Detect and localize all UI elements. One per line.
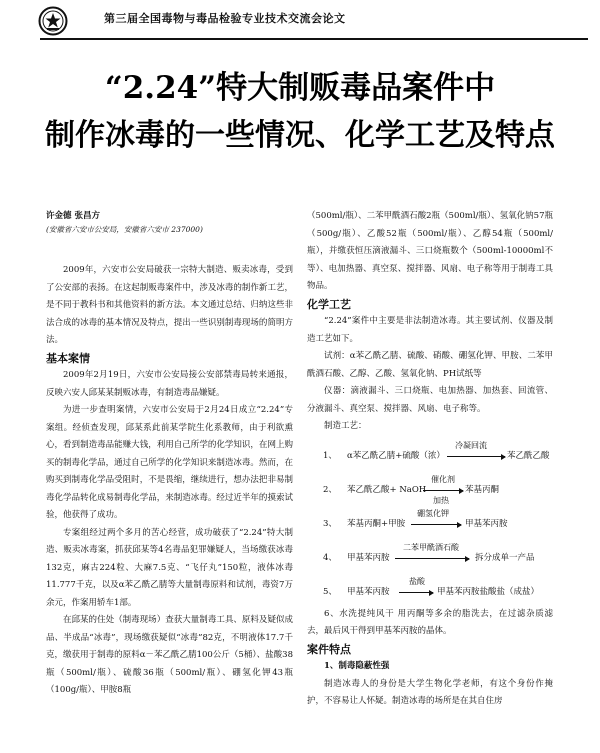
reaction-product: 拆分成单一产品 bbox=[475, 552, 535, 563]
reaction-arrow bbox=[399, 592, 433, 593]
reaction-arrow bbox=[411, 524, 461, 525]
reaction-reactants: 甲基苯丙胺 bbox=[347, 552, 390, 563]
reaction-condition: 硼氢化钾 bbox=[417, 508, 449, 518]
section-heading-case: 基本案情 bbox=[46, 351, 90, 365]
reaction-condition-below: 加热 bbox=[433, 495, 449, 505]
right-column bbox=[307, 208, 553, 711]
reaction-number: 2、 bbox=[323, 484, 337, 495]
paragraph: 制造冰毒人的身份是大学生物化学老师，有这个身份作掩护，不容易让人怀疑。制造冰毒的场所是在其自住房 bbox=[307, 678, 553, 706]
reaction-equation bbox=[307, 436, 553, 470]
reaction-condition: 盐酸 bbox=[409, 576, 425, 586]
reaction-arrow bbox=[395, 558, 469, 559]
reaction-equation bbox=[307, 470, 553, 504]
process-label: 制造工艺： bbox=[324, 421, 367, 431]
reaction-number: 1、 bbox=[323, 450, 337, 461]
instruments-paragraph: 仪器：滴液漏斗、三口烧瓶、电加热器、加热套、回流管、分液漏斗、真空泵、搅拌器、风扇、电子称等。 bbox=[307, 386, 553, 414]
paragraph: “2.24”案件中主要是非法制造冰毒。其主要试剂、仪器及制造工艺如下。 bbox=[307, 316, 553, 344]
reaction-product: 苯基丙酮 bbox=[465, 484, 500, 495]
subsection-heading: 1、制毒隐蔽性强 bbox=[324, 661, 390, 671]
author-block bbox=[46, 210, 203, 236]
paragraph: 2009年2月19日，六安市公安局接公安部禁毒局转来通报，反映六安人邱某某制贩冰毒，有制造毒品嫌疑。 bbox=[46, 370, 293, 398]
reaction-equation bbox=[307, 504, 553, 538]
section-heading-features: 案件特点 bbox=[307, 642, 351, 656]
author-names: 许金德 张昌方 bbox=[46, 211, 100, 221]
reaction-reactants: 甲基苯丙胺 bbox=[347, 586, 390, 597]
reaction-reactants: 苯基丙酮+甲胺 bbox=[347, 518, 406, 529]
paragraph: 为进一步查明案情，六安市公安局于2月24日成立“2.24”专案组。经侦查发现，邱某系此前某学院生化系教师，由于利欲熏心，看到制造毒品能赚大钱，利用自己所学的化学知识，在网上购买的制毒化学品，通过自己所学的化学知识来制造冰毒。然而，在购买到制毒化学品受阻时，不是畏缩，继续进行，想办法把非易制毒化学品转化成易制毒化学品，来制造冰毒。经过近半年的摸索试验，他获得了成功。 bbox=[46, 405, 293, 520]
reaction-number: 5、 bbox=[323, 586, 337, 597]
section-heading-process: 化学工艺 bbox=[307, 297, 351, 311]
reaction-arrow bbox=[423, 490, 463, 491]
reaction-condition: 二苯甲酰酒石酸 bbox=[403, 542, 459, 552]
reaction-reactants: 苯乙酰乙酸+ NaOH bbox=[347, 484, 427, 495]
paragraph: 专案组经过两个多月的苦心经营，成功破获了“2.24”特大制造、贩卖冰毒案，抓获邱某等4名毒品犯罪嫌疑人，当场缴获冰毒132克，麻古224粒、大麻7.5克、“飞仔丸”150粒，液体冰毒11.777千克，以及α苯乙酰乙腈等大量制毒原料和试剂，毒资7万余元，作案用轿车1部。 bbox=[46, 527, 293, 608]
reaction-equation bbox=[307, 538, 553, 572]
journal-header-title: 第三届全国毒物与毒品检验专业技术交流会论文 bbox=[104, 12, 346, 25]
reaction-product: 苯乙酰乙酸 bbox=[507, 450, 550, 461]
paragraph: 6、水洗提纯风干 用丙酮等多余的脂洗去，在过滤杂质滤去，最后风干得到甲基苯丙胺的晶体。 bbox=[307, 608, 553, 636]
reaction-product: 甲基苯丙胺盐酸盐（成盐） bbox=[437, 586, 540, 597]
reaction-arrow bbox=[447, 456, 505, 457]
abstract-paragraph: 2009年，六安市公安局破获一宗特大制造、贩卖冰毒，受到了公安部的表扬。在这起制贩毒案件中，涉及冰毒的制作新工艺，是不同于教科书和其他资料的新方法。本文通过总结、归纳这些非法合成的冰毒的基本情况及特点，提出一些识别制毒现场的简明方法。 bbox=[46, 265, 293, 345]
article-title-line-2: 制作冰毒的一些情况、化学工艺及特点 bbox=[45, 118, 555, 153]
reaction-product: 甲基苯丙胺 bbox=[465, 518, 508, 529]
paragraph: 在邱某的住处（制毒现场）查获大量制毒工具、原料及疑似成品、半成品“冰毒”，现场缴获疑似“冰毒”82克，不明液体17.7千克，缴获用于制毒的原料α－苯乙酰乙腈100公斤（5桶）、盐酸38瓶（500ml/瓶）、硫酸36瓶（500ml/瓶）、硼氢化钾43瓶（100g/瓶）、甲胺8瓶 bbox=[46, 615, 293, 695]
author-affiliation: (安徽省六安市公安局，安徽省六安市 237000) bbox=[46, 225, 203, 234]
reaction-condition: 冷凝回流 bbox=[455, 440, 487, 450]
reaction-equation bbox=[307, 572, 553, 606]
reaction-number: 4、 bbox=[323, 552, 337, 563]
article-title-line-1: “2.24”特大制贩毒品案件中 bbox=[104, 70, 496, 106]
police-emblem-icon bbox=[38, 6, 68, 36]
header-divider bbox=[40, 38, 588, 40]
page-header bbox=[12, 0, 588, 38]
reagents-paragraph: 试剂：α苯乙酰乙腈、硫酸、硝酸、硼氢化钾、甲胺、二苯甲酰酒石酸、乙醇、乙酸、氢氧化钠、PH试纸等 bbox=[307, 351, 553, 379]
reaction-reactants: α苯乙酰乙腈+硫酸（浓） bbox=[347, 450, 445, 461]
reaction-number: 3、 bbox=[323, 518, 337, 529]
paragraph: （500ml/瓶）、二苯甲酰酒石酸2瓶（500ml/瓶）、氢氧化钠57瓶（500g/瓶）、乙酸52瓶（500ml/瓶）、乙醇54瓶（500ml/瓶），并缴获恒压滴液漏斗、三口烧瓶数个（500ml-10000ml不等）、电加热器、真空泵、搅拌器、风扇、电子称等用于制毒工具物品。 bbox=[307, 211, 553, 291]
left-column bbox=[46, 262, 293, 700]
reaction-condition: 催化剂 bbox=[431, 474, 455, 484]
